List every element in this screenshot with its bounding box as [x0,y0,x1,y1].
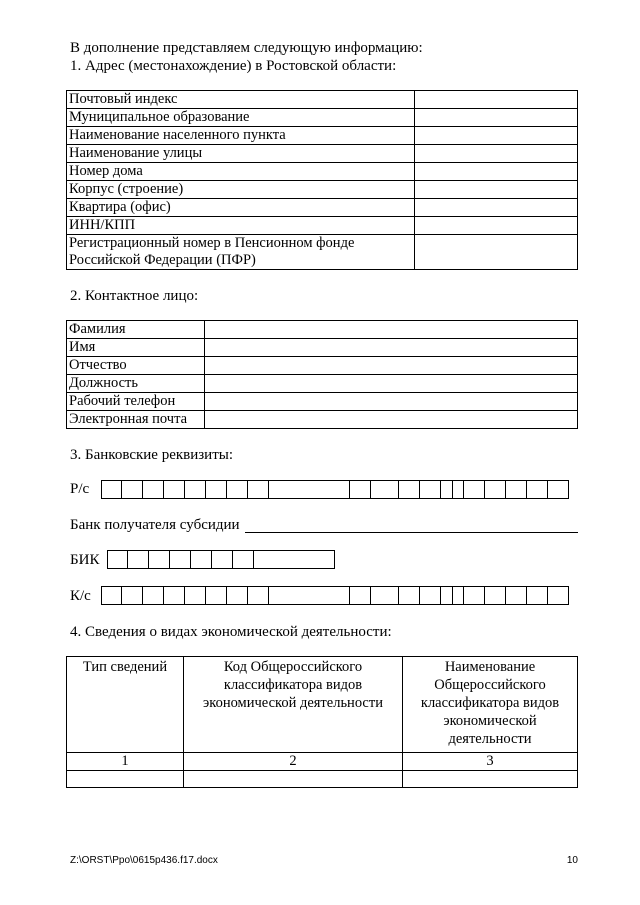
table-row [67,127,578,145]
rs-account-cells[interactable] [101,480,569,499]
intro-line: В дополнение представляем следующую информацию: [70,40,423,56]
column-number-row [67,753,578,771]
value-cell[interactable] [415,235,578,270]
ks-label: К/с [70,588,91,604]
value-cell[interactable] [403,771,578,788]
header-line: классификатора видов [223,677,363,693]
value-cell[interactable] [205,375,578,393]
table-row [67,235,578,270]
value-cell[interactable] [205,321,578,339]
table-row [67,91,578,109]
value-cell[interactable] [415,217,578,235]
bik-label: БИК [70,552,100,568]
value-cell[interactable] [415,199,578,217]
ks-account-cells[interactable] [101,586,569,605]
section-1-heading: 1. Адрес (местонахождение) в Ростовской области: [70,58,397,74]
value-cell[interactable] [67,771,184,788]
table-row [67,339,578,357]
section-3-heading: 3. Банковские реквизиты: [70,447,234,463]
col-type-header: Тип сведений [67,657,184,753]
col-name-header [403,657,578,753]
value-cell[interactable] [205,393,578,411]
value-cell[interactable] [415,163,578,181]
header-line: классификатора видов [420,695,560,711]
value-cell[interactable] [415,145,578,163]
header-line: Общероссийского [434,677,546,693]
row-label: Номер дома [67,163,415,181]
header-line: Наименование [444,659,536,675]
row-label: Муниципальное образование [67,109,415,127]
table-row [67,771,578,788]
value-cell[interactable] [205,339,578,357]
table-row [67,181,578,199]
rs-label: Р/с [70,481,90,497]
page-number: 10 [566,855,578,866]
contact-table [66,320,578,429]
row-label: Имя [67,339,205,357]
value-cell[interactable] [205,357,578,375]
row-label: Наименование населенного пункта [67,127,415,145]
section-2-heading: 2. Контактное лицо: [70,288,199,304]
row-label: Отчество [67,357,205,375]
value-cell[interactable] [415,91,578,109]
col-code-header [184,657,403,753]
row-label: ИНН/КПП [67,217,415,235]
row-label: Почтовый индекс [67,91,415,109]
table-row [67,357,578,375]
address-table [66,90,578,270]
row-label [67,235,415,270]
table-row [67,217,578,235]
table-row [67,375,578,393]
row-label: Электронная почта [67,411,205,429]
row-label: Наименование улицы [67,145,415,163]
value-cell[interactable] [415,109,578,127]
header-line: экономической [443,713,537,729]
table-row [67,145,578,163]
activity-table [66,656,578,788]
table-row [67,321,578,339]
table-row [67,411,578,429]
value-cell[interactable] [415,181,578,199]
pfr-label-line2: Российской Федерации (ПФР) [69,252,256,268]
footer-file-path: Z:\ORST\Ppo\0615p436.f17.docx [70,855,218,866]
section-4-heading: 4. Сведения о видах экономической деятельности: [70,624,392,640]
bik-cells[interactable] [107,550,335,569]
value-cell[interactable] [184,771,403,788]
row-label: Рабочий телефон [67,393,205,411]
header-line: деятельности [448,731,532,747]
header-line: экономической деятельности [203,695,383,711]
column-number: 1 [67,753,184,771]
table-row [67,109,578,127]
row-label: Квартира (офис) [67,199,415,217]
column-number: 3 [403,753,578,771]
value-cell[interactable] [205,411,578,429]
bank-label: Банк получателя субсидии [70,517,240,533]
header-line: Код Общероссийского [223,659,363,675]
table-row [67,163,578,181]
bank-name-line[interactable] [245,532,578,533]
table-row [67,199,578,217]
column-number: 2 [184,753,403,771]
row-label: Фамилия [67,321,205,339]
row-label: Должность [67,375,205,393]
table-row [67,393,578,411]
value-cell[interactable] [415,127,578,145]
table-header-row [67,657,578,753]
row-label: Корпус (строение) [67,181,415,199]
pfr-label-line1: Регистрационный номер в Пенсионном фонде [69,235,355,251]
